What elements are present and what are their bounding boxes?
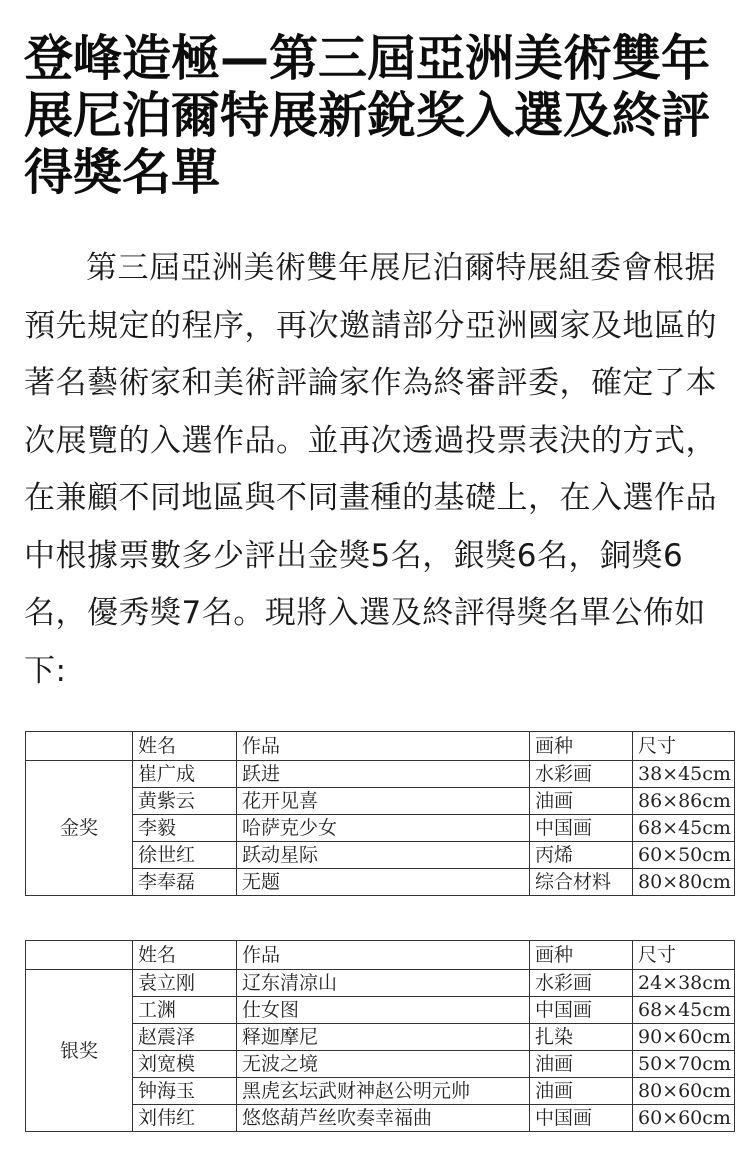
header-name: 姓名 (133, 941, 237, 970)
cell-name: 刘宽模 (133, 1051, 237, 1078)
cell-size: 24×38cm (633, 970, 735, 997)
award-label-gold: 金奖 (26, 761, 133, 896)
table-row (26, 869, 735, 896)
cell-size: 50×70cm (633, 1051, 735, 1078)
cell-name: 徐世红 (133, 842, 237, 869)
cell-medium: 扎染 (530, 1024, 633, 1051)
cell-medium: 水彩画 (530, 970, 633, 997)
table-header-row (26, 941, 735, 970)
gold-award-table (25, 731, 735, 896)
cell-work: 释迦摩尼 (237, 1024, 530, 1051)
table-row (26, 761, 735, 788)
table-row (26, 997, 735, 1024)
cell-work: 无波之境 (237, 1051, 530, 1078)
cell-medium: 油画 (530, 1078, 633, 1105)
silver-award-table (25, 940, 735, 1132)
cell-work: 辽东清凉山 (237, 970, 530, 997)
header-name: 姓名 (133, 732, 237, 761)
header-medium: 画种 (530, 941, 633, 970)
cell-size: 60×60cm (633, 1105, 735, 1132)
cell-size: 90×60cm (633, 1024, 735, 1051)
cell-size: 68×45cm (633, 815, 735, 842)
header-size: 尺寸 (633, 732, 735, 761)
cell-size: 68×45cm (633, 997, 735, 1024)
cell-name: 黄紫云 (133, 788, 237, 815)
table-row (26, 1024, 735, 1051)
header-size: 尺寸 (633, 941, 735, 970)
cell-name: 袁立刚 (133, 970, 237, 997)
table-row (26, 1078, 735, 1105)
cell-work: 哈萨克少女 (237, 815, 530, 842)
cell-name: 崔广成 (133, 761, 237, 788)
cell-size: 86×86cm (633, 788, 735, 815)
cell-medium: 中国画 (530, 815, 633, 842)
table-row (26, 788, 735, 815)
cell-medium: 中国画 (530, 1105, 633, 1132)
table-header-row (26, 732, 735, 761)
cell-medium: 油画 (530, 1051, 633, 1078)
cell-medium: 油画 (530, 788, 633, 815)
cell-medium: 综合材料 (530, 869, 633, 896)
header-work: 作品 (237, 732, 530, 761)
cell-name: 李奉磊 (133, 869, 237, 896)
table-row (26, 1051, 735, 1078)
cell-name: 赵震泽 (133, 1024, 237, 1051)
cell-work: 悠悠葫芦丝吹奏幸福曲 (237, 1105, 530, 1132)
cell-name: 工渊 (133, 997, 237, 1024)
cell-work: 仕女图 (237, 997, 530, 1024)
table-row (26, 842, 735, 869)
cell-work: 黑虎玄坛武财神赵公明元帅 (237, 1078, 530, 1105)
cell-size: 80×80cm (633, 869, 735, 896)
cell-size: 38×45cm (633, 761, 735, 788)
header-empty-cell (26, 732, 133, 761)
table-row (26, 1105, 735, 1132)
table-row (26, 970, 735, 997)
cell-work: 跃动星际 (237, 842, 530, 869)
award-label-silver: 银奖 (26, 970, 133, 1132)
article-body: 第三屆亞洲美術雙年展尼泊爾特展組委會根据預先規定的程序，再次邀請部分亞洲國家及地區的著名藝術家和美術評論家作為終審評委，確定了本次展覽的入選作品。並再次透過投票表決的方式，在兼顧不同地區與不同畫種的基礎上，在入選作品中根據票數多少評出金獎5名，銀獎6名，銅獎6名，優秀獎7名。現將入選及終評得獎名單公佈如下: (24, 250, 717, 689)
cell-medium: 中国画 (530, 997, 633, 1024)
cell-work: 跃进 (237, 761, 530, 788)
cell-medium: 水彩画 (530, 761, 633, 788)
cell-name: 钟海玉 (133, 1078, 237, 1105)
cell-size: 60×50cm (633, 842, 735, 869)
table-row (26, 815, 735, 842)
cell-size: 80×60cm (633, 1078, 735, 1105)
cell-name: 李毅 (133, 815, 237, 842)
header-work: 作品 (237, 941, 530, 970)
header-medium: 画种 (530, 732, 633, 761)
cell-work: 无题 (237, 869, 530, 896)
article-title: 登峰造極—第三屆亞洲美術雙年展尼泊爾特展新銳奖入選及終評得獎名單 (24, 30, 711, 201)
header-empty-cell (26, 941, 133, 970)
cell-work: 花开见喜 (237, 788, 530, 815)
cell-name: 刘伟红 (133, 1105, 237, 1132)
cell-medium: 丙烯 (530, 842, 633, 869)
